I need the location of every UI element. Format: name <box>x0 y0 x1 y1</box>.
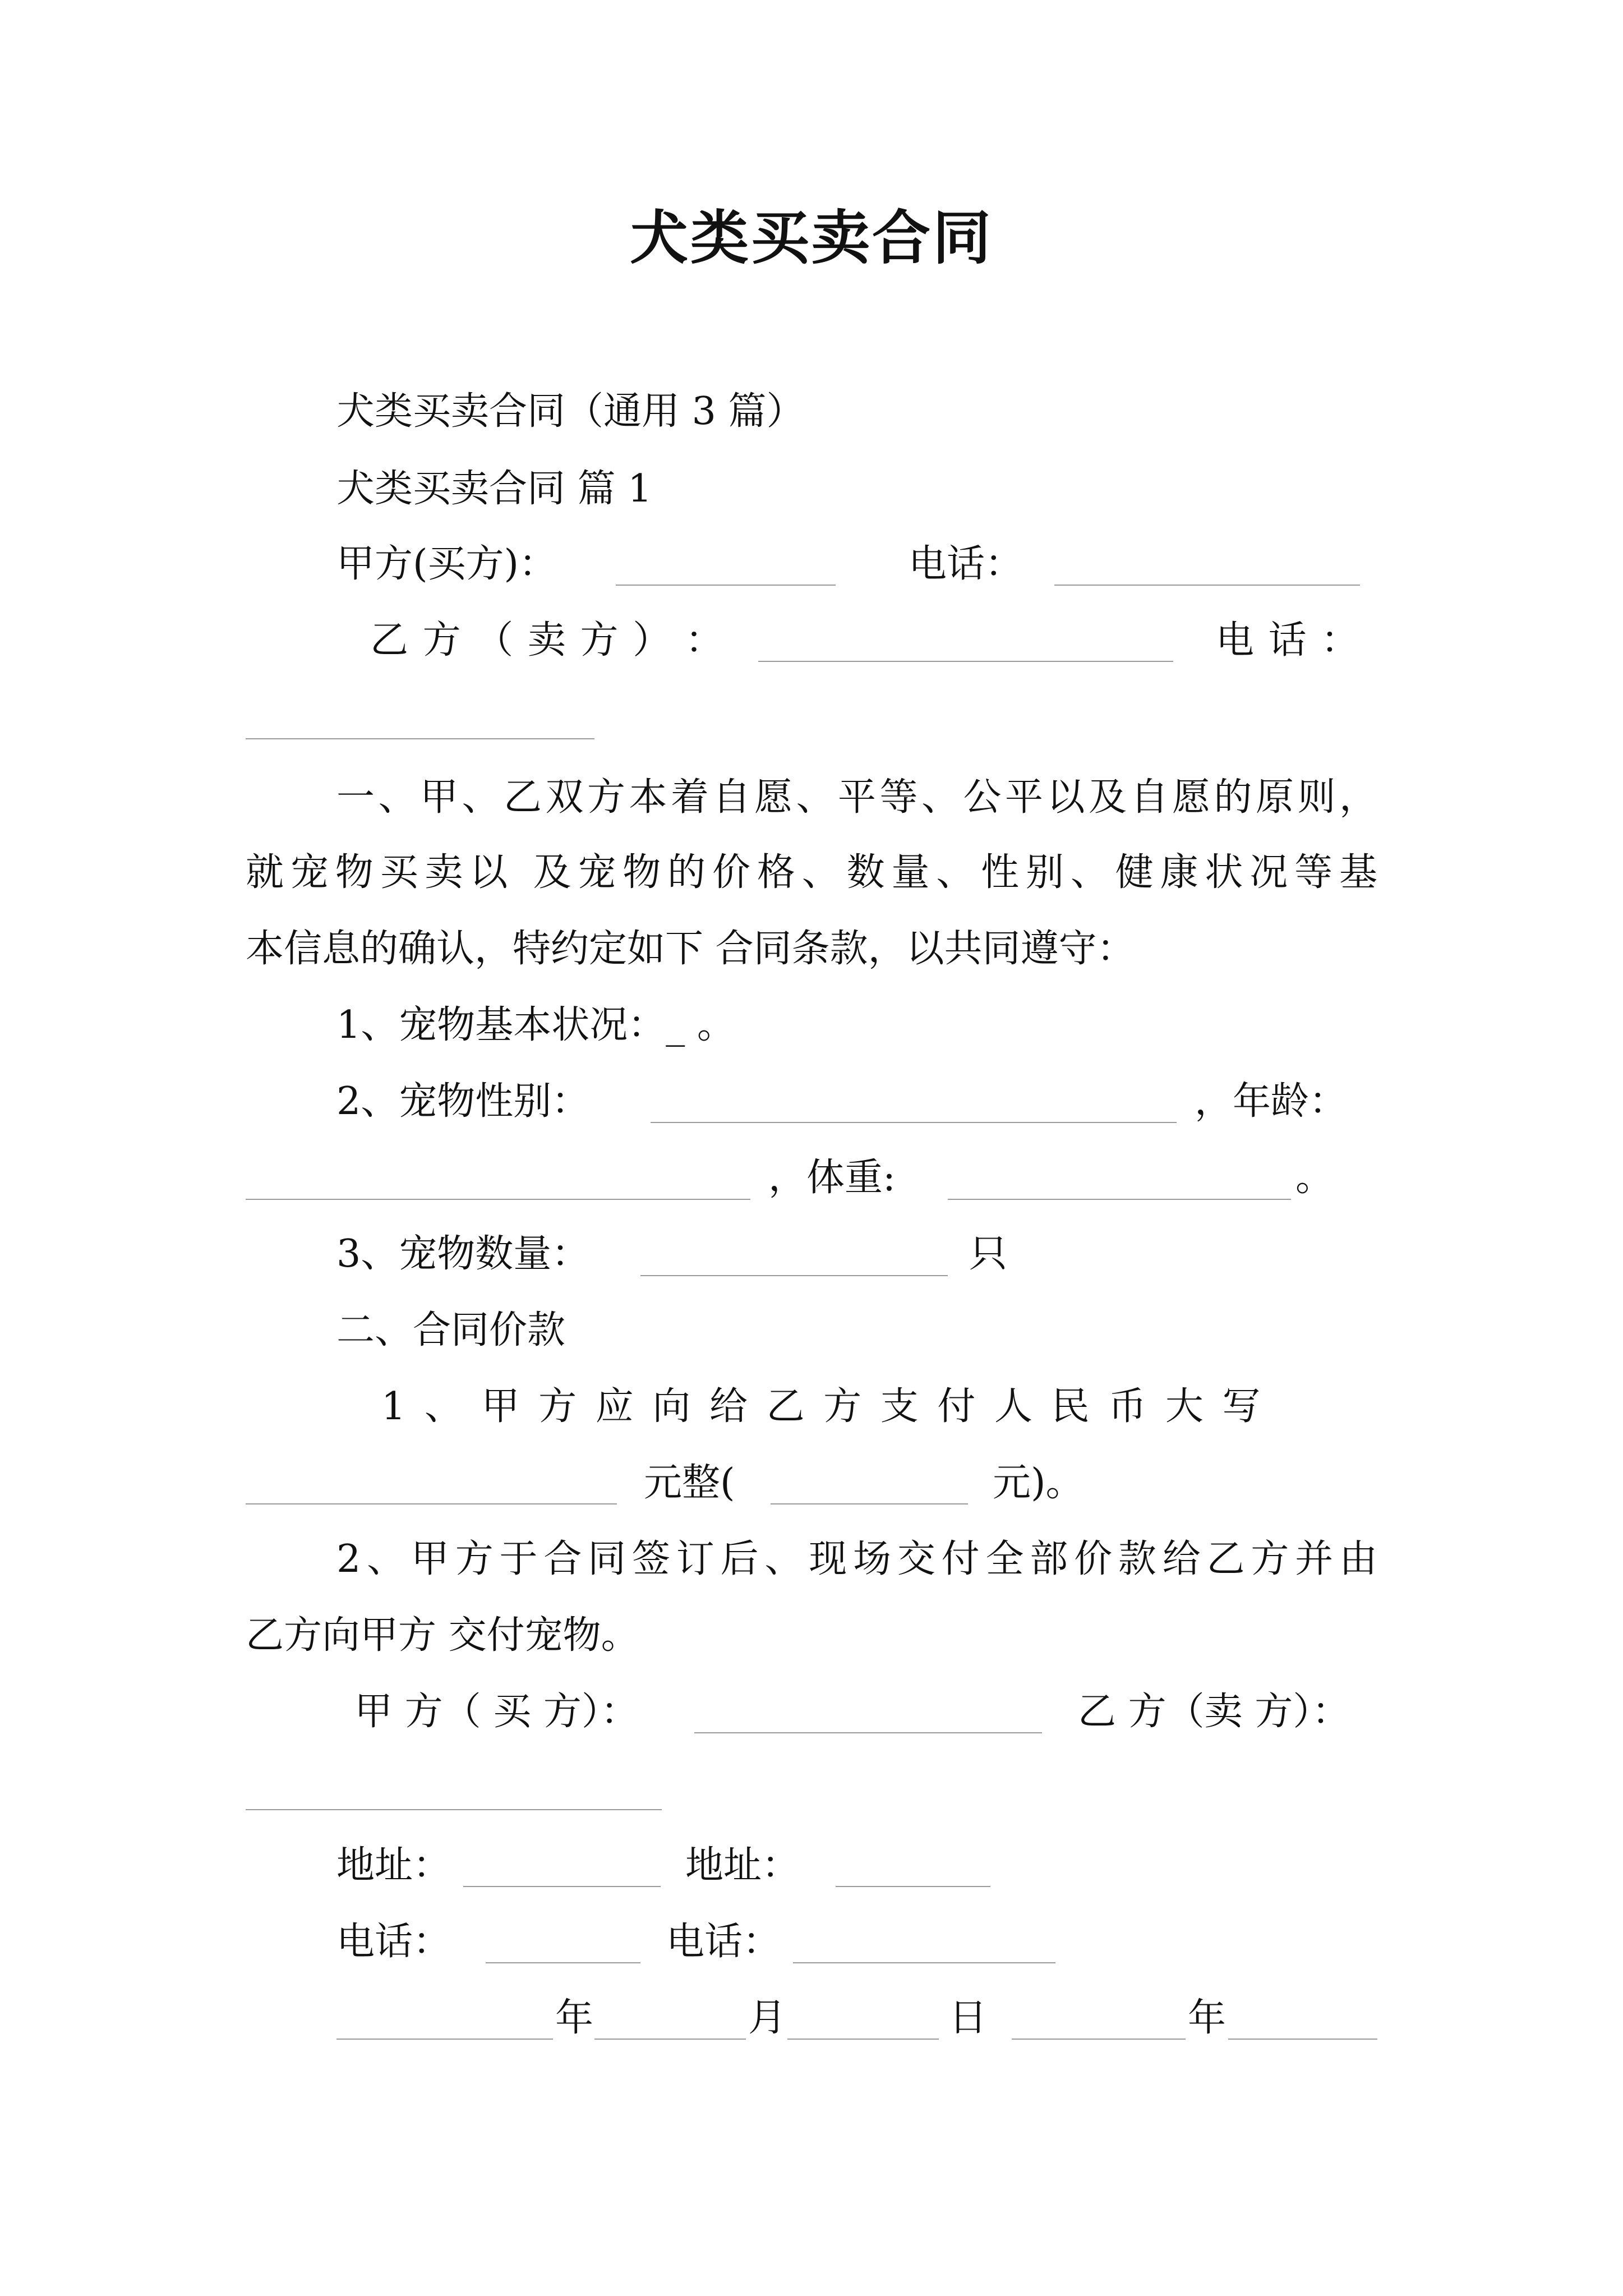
party-a-year-blank[interactable] <box>336 2039 553 2040</box>
party-b-month-blank[interactable] <box>1228 2039 1377 2040</box>
pet-quantity-blank[interactable] <box>640 1275 948 1276</box>
party-b-name-blank[interactable] <box>758 661 1173 662</box>
signature-party-b-blank[interactable] <box>246 1809 662 1810</box>
clause1-line3: 本信息的确认，特约定如下 合同条款，以共同遵守： <box>246 927 1135 971</box>
party-a-day-label: 日 <box>949 1996 988 2040</box>
party-a-phone-sign-label: 电话： <box>336 1920 451 1964</box>
clause2-item2-line2: 乙方向甲方 交付宠物。 <box>246 1613 639 1658</box>
party-b-year-blank[interactable] <box>1012 2039 1186 2040</box>
clause2-heading: 二、合同价款 <box>336 1308 566 1352</box>
price-words-blank[interactable] <box>246 1503 617 1504</box>
party-a-phone-label: 电话： <box>909 542 1023 586</box>
signature-party-a-label: 甲 方（ 买 方）： <box>354 1690 639 1734</box>
contract-heading: 犬类买卖合同（通用 3 篇） <box>336 389 805 434</box>
pet-weight-label: ，体重: <box>768 1156 896 1200</box>
pet-weight-end: 。 <box>1295 1156 1334 1200</box>
price-yuan-label: 元整( <box>644 1461 735 1505</box>
clause2-item2-line1: 2、甲方于合同签订后、现场交付全部价款给乙方并由 <box>336 1537 1377 1581</box>
price-end: 元)。 <box>993 1461 1084 1505</box>
price-number-blank[interactable] <box>771 1503 968 1504</box>
party-b-address-blank[interactable] <box>836 1886 990 1887</box>
clause1-line1: 一、甲、乙双方本着自愿、平等、公平以及自愿的原则， <box>336 775 1377 820</box>
party-a-phone-blank[interactable] <box>1054 585 1360 586</box>
party-a-phone-sign-blank[interactable] <box>486 1962 640 1963</box>
signature-party-b-label: 乙 方（卖 方）： <box>1078 1690 1350 1734</box>
party-a-day-blank[interactable] <box>787 2039 939 2040</box>
pet-age-label: ，年龄： <box>1195 1079 1348 1124</box>
document-title: 犬类买卖合同 <box>629 203 993 272</box>
pet-quantity-label: 3、宠物数量： <box>336 1232 590 1276</box>
pet-weight-blank[interactable] <box>948 1199 1291 1200</box>
party-b-label: 乙 方 （ 卖 方 ） ： <box>370 618 725 662</box>
party-a-address-label: 地址： <box>336 1843 451 1888</box>
pet-gender-blank[interactable] <box>651 1122 1177 1123</box>
clause1-line2: 就宠物买卖以 及宠物的价格、数量、性别、健康状况等基 <box>246 850 1377 895</box>
party-b-year-label: 年 <box>1188 1996 1227 2040</box>
party-a-name-blank[interactable] <box>616 585 836 586</box>
pet-gender-label: 2、宠物性别： <box>336 1079 590 1124</box>
party-b-phone-sign-blank[interactable] <box>793 1962 1055 1963</box>
pet-quantity-unit: 只 <box>969 1232 1008 1276</box>
signature-party-a-blank[interactable] <box>694 1732 1042 1733</box>
party-a-address-blank[interactable] <box>463 1886 661 1887</box>
party-a-month-label: 月 <box>748 1996 787 2040</box>
pet-condition: 1、宠物基本状况：_ 。 <box>336 1003 735 1047</box>
party-b-phone-label: 电 话 ： <box>1216 618 1361 662</box>
pet-age-blank[interactable] <box>246 1199 750 1200</box>
part-heading: 犬类买卖合同 篇 1 <box>336 467 652 511</box>
party-b-phone-sign-label: 电话： <box>666 1920 781 1964</box>
clause2-item1-line1: 1 、 甲 方 应 向 给 乙 方 支 付 人 民 币 大 写 <box>381 1384 1264 1429</box>
party-b-address-label: 地址： <box>685 1843 800 1888</box>
party-a-label: 甲方(买方)： <box>336 542 557 586</box>
party-a-month-blank[interactable] <box>594 2039 746 2040</box>
party-b-phone-blank[interactable] <box>246 738 594 739</box>
party-a-year-label: 年 <box>555 1996 594 2040</box>
